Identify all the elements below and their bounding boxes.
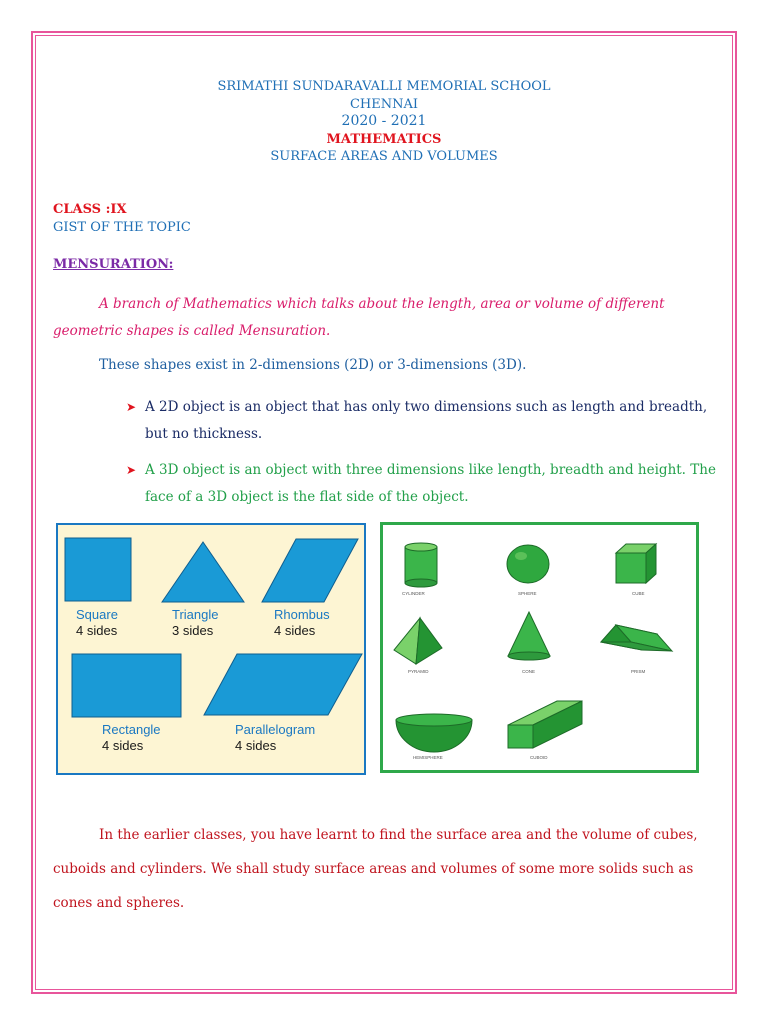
bullet-2d-text: A 2D object is an object that has only two dimensions such as length and breadth, but no thickness. xyxy=(145,399,708,442)
bullet-2d xyxy=(126,394,716,448)
arrow-right-icon: ➤ xyxy=(126,400,137,414)
class-label: CLASS :IX xyxy=(53,202,127,217)
definition-paragraph: A branch of Mathematics which talks about the length, area or volume of different geometric shapes is called Mensuration. xyxy=(53,296,665,339)
cylinder-shape xyxy=(405,543,437,587)
sphere-label: SPHERE xyxy=(518,591,537,596)
school-city: CHENNAI xyxy=(349,96,419,112)
gist-label: GIST OF THE TOPIC xyxy=(53,220,191,235)
square-shape xyxy=(65,538,131,601)
cube-label: CUBE xyxy=(632,591,645,596)
figure-3d-canvas xyxy=(380,522,699,773)
parallelogram-sides: 4 sides xyxy=(235,738,277,753)
figure-2d-shapes xyxy=(56,523,366,775)
rectangle-sides: 4 sides xyxy=(102,738,144,753)
rectangle-label: Rectangle xyxy=(102,722,161,737)
prism-label: PRISM xyxy=(631,669,646,674)
cone-label: CONE xyxy=(522,669,536,674)
academic-year: 2020 - 2021 xyxy=(341,113,427,129)
bullet-3d-text: A 3D object is an object with three dimensions like length, breadth and height. The face of a 3D object is the flat side of the object. xyxy=(145,462,716,505)
shapes-intro: These shapes exist in 2-dimensions (2D) or 3-dimensions (3D). xyxy=(99,357,527,373)
cuboid-label: CUBOID xyxy=(530,755,548,760)
triangle-sides: 3 sides xyxy=(172,623,214,638)
closing-paragraph: In the earlier classes, you have learnt to find the surface area and the volume of cubes, cuboids and cylinders. We shall study surface areas and volumes of some more solids such as cones and spheres. xyxy=(53,827,698,911)
pyramid-label: PYRAMID xyxy=(408,669,429,674)
square-sides: 4 sides xyxy=(76,623,118,638)
section-heading: MENSURATION: xyxy=(53,257,174,272)
sphere-shape xyxy=(507,545,549,583)
cylinder-label: CYLINDER xyxy=(402,591,425,596)
figure-2d-canvas xyxy=(56,523,366,775)
bullet-3d xyxy=(126,457,716,511)
subject-title: MATHEMATICS xyxy=(326,131,442,147)
parallelogram-label: Parallelogram xyxy=(235,722,316,737)
hemisphere-label: HEMISPHERE xyxy=(413,755,443,760)
square-label: Square xyxy=(76,607,118,622)
arrow-right-icon: ➤ xyxy=(126,463,137,477)
rhombus-label: Rhombus xyxy=(274,607,330,622)
rectangle-shape xyxy=(72,654,181,717)
topic-title: SURFACE AREAS AND VOLUMES xyxy=(270,149,498,164)
cube-shape xyxy=(616,544,656,583)
figure-3d-shapes xyxy=(380,522,699,773)
document-header xyxy=(0,78,768,166)
rhombus-sides: 4 sides xyxy=(274,623,316,638)
school-name: SRIMATHI SUNDARAVALLI MEMORIAL SCHOOL xyxy=(217,79,551,94)
triangle-label: Triangle xyxy=(172,607,219,622)
